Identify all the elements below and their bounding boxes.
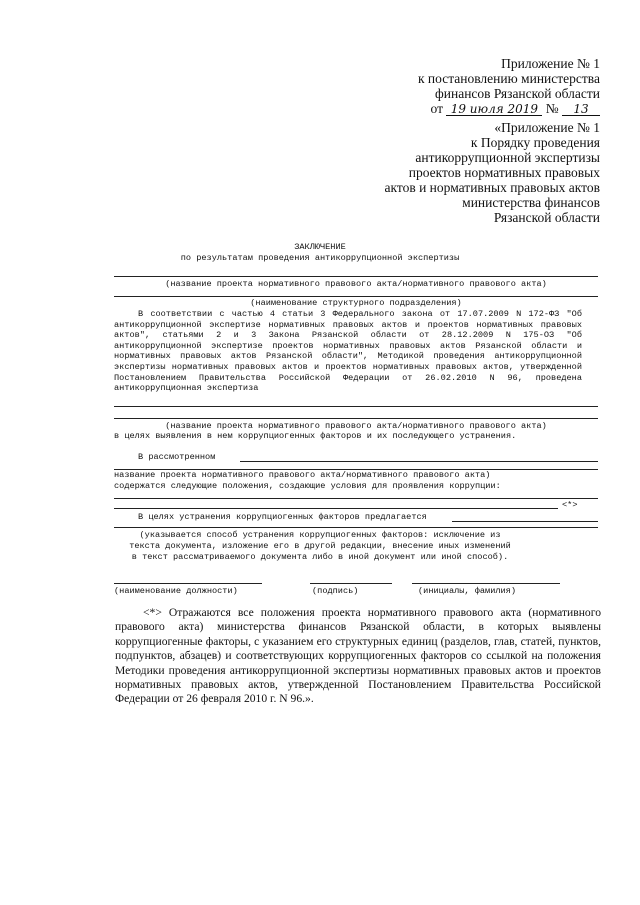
considered-label: В рассмотренном bbox=[138, 452, 216, 462]
signature-caption: (подпись) bbox=[312, 586, 359, 596]
footnote-ref-mark: <*> bbox=[562, 500, 578, 510]
quote-line: Рязанской области bbox=[493, 210, 600, 225]
appendix-date-line bbox=[418, 101, 600, 116]
act-name-caption: (название проекта нормативного правового акта/нормативного правового акта) bbox=[165, 279, 547, 289]
method-caption-2: текста документа, изложение его в другой редакции, внесение иных изменений bbox=[129, 541, 511, 551]
quote-line: министерства финансов bbox=[462, 195, 600, 210]
act-name-blank bbox=[114, 276, 598, 277]
handwritten-number: 13 bbox=[562, 103, 600, 116]
method-caption-1: (указывается способ устранения коррупциогенных факторов: исключение из bbox=[139, 530, 501, 540]
name-blank bbox=[412, 583, 560, 584]
position-blank bbox=[114, 583, 262, 584]
date-prefix: от bbox=[430, 101, 443, 116]
act-name-blank-2 bbox=[114, 406, 598, 407]
act-name-caption-2: (название проекта нормативного правового акта/нормативного правового акта) bbox=[165, 421, 547, 431]
form-subtitle: по результатам проведения антикоррупционной экспертизы bbox=[180, 253, 460, 263]
signature-blank bbox=[310, 583, 392, 584]
act-name-blank-3 bbox=[114, 418, 598, 419]
quote-line: к Порядку проведения bbox=[470, 135, 600, 150]
number-sign: № bbox=[545, 101, 559, 116]
proposal-blank bbox=[452, 521, 598, 522]
appendix-header bbox=[418, 56, 600, 116]
unit-name-caption: (наименование структурного подразделения) bbox=[250, 298, 462, 308]
unit-name-blank bbox=[114, 296, 598, 297]
quote-line: актов и нормативных правовых актов bbox=[384, 180, 600, 195]
form-title: ЗАКЛЮЧЕНИЕ bbox=[294, 242, 346, 252]
method-caption-3: в текст рассматриваемого документа либо в иной документ или иной способ). bbox=[131, 552, 509, 562]
goal-text: в целях выявления в нем коррупциогенных факторов и их последующего устранения. bbox=[114, 431, 517, 441]
appendix-quote-block bbox=[384, 120, 600, 225]
appendix-title: Приложение № 1 bbox=[501, 56, 600, 71]
handwritten-date: 19 июля 2019 bbox=[446, 103, 542, 116]
proposal-text: В целях устранения коррупциогенных факторов предлагается bbox=[138, 512, 427, 522]
considered-blank bbox=[240, 461, 598, 462]
quote-line: «Приложение № 1 bbox=[494, 120, 600, 135]
position-caption: (наименование должности) bbox=[114, 586, 238, 596]
provisions-blank-2 bbox=[114, 508, 558, 509]
name-caption: (инициалы, фамилия) bbox=[418, 586, 516, 596]
act-name-caption-3: название проекта нормативного правового акта/нормативного правового акта) bbox=[114, 470, 491, 480]
appendix-line: к постановлению министерства bbox=[417, 71, 600, 86]
footnote-text: <*> Отражаются все положения проекта нормативного правового акта (нормативного правового акта) министерства финансов Рязанской области, в которых выявлены коррупциогенные факторы, с указанием его структурных единиц (разделов, глав, статей, пунктов, подпунктов, абзацев) и соответствующих коррупциогенных факторов со ссылкой на положения Методики проведения антикоррупционной экспертизы нормативных правовых актов и проектов нормативных правовых актов, утвержденной Постановлением Правительства Российской Федерации от 26 февраля 2010 г. N 96.». bbox=[115, 606, 601, 706]
contains-text: содержатся следующие положения, создающие условия для проявления коррупции: bbox=[114, 481, 501, 491]
quote-line: проектов нормативных правовых bbox=[408, 165, 600, 180]
appendix-line: финансов Рязанской области bbox=[435, 86, 600, 101]
provisions-blank-1 bbox=[114, 498, 598, 499]
quote-line: антикоррупционной экспертизы bbox=[415, 150, 600, 165]
proposal-blank-2 bbox=[114, 527, 598, 528]
legal-basis-paragraph: В соответствии с частью 4 статьи 3 Федерального закона от 17.07.2009 N 172-ФЗ "Об антикоррупционной экспертизе нормативных правовых актов и проектов нормативных правовых актов", статьями 2 и 3 Закона Рязанской области от 28.12.2009 N 175-ОЗ "Об антикоррупционной экспертизе проектов нормативных правовых актов Рязанской области и нормативных правовых актов Рязанской области", Методикой проведения антикоррупционной экспертизы нормативных правовых актов и проектов нормативных правовых актов, утвержденной Постановлением Правительства Российской Федерации от 26.02.2010 N 96, проведена антикоррупционная экспертиза bbox=[114, 309, 582, 394]
